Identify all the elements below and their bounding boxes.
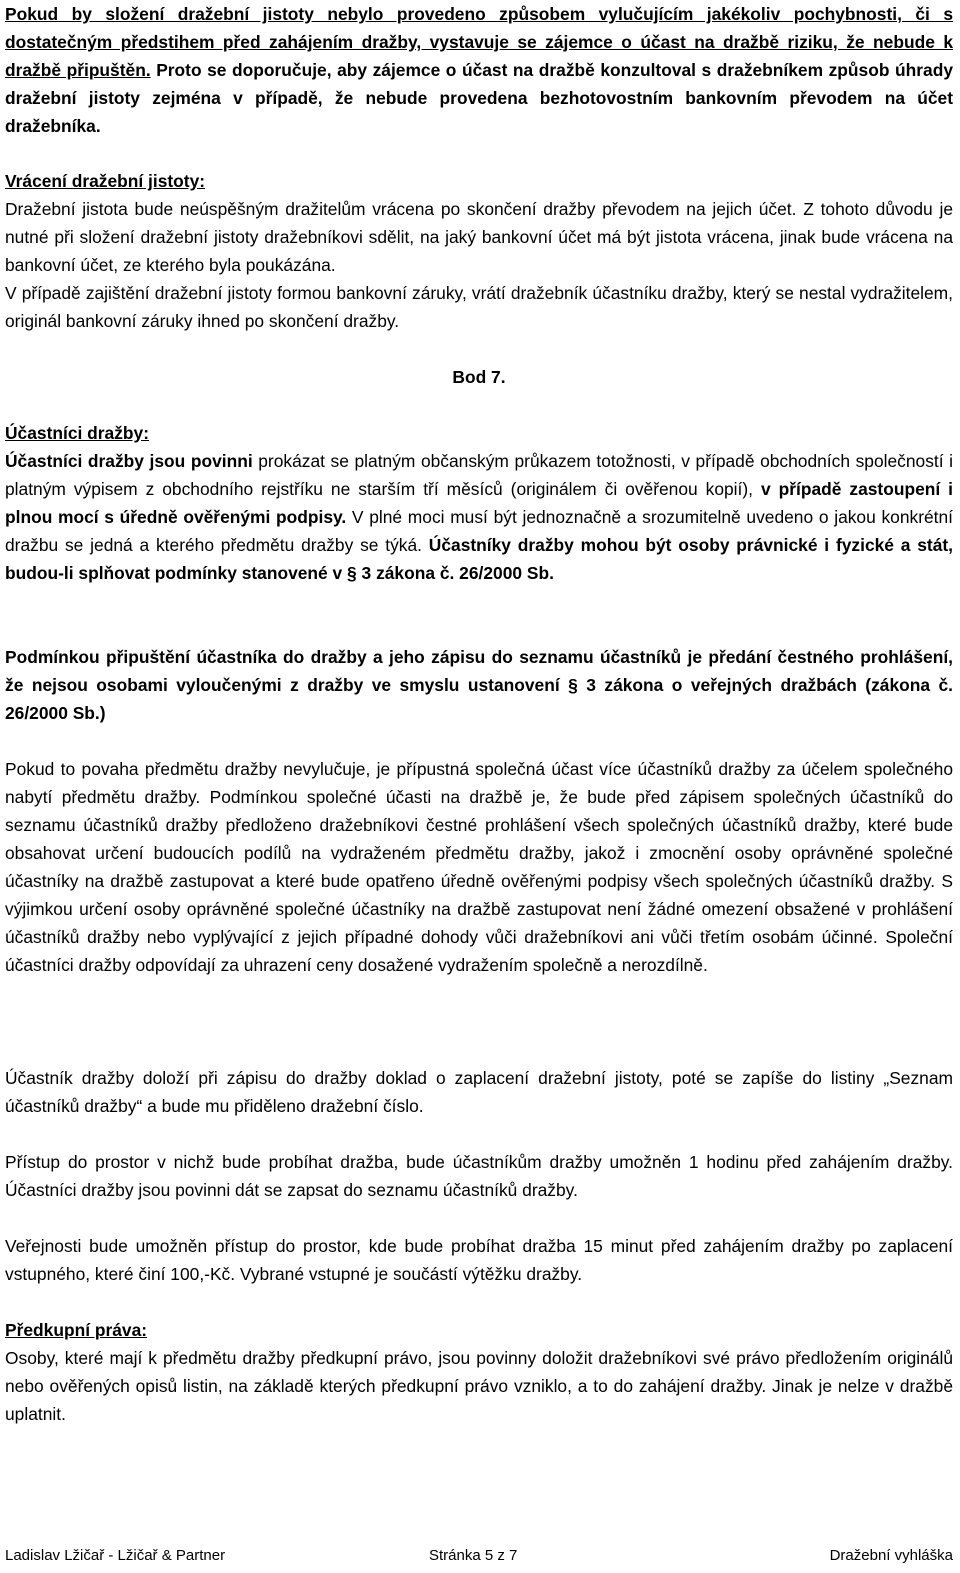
- preemption-section: [5, 1316, 953, 1428]
- auction-deposit-warning: [5, 0, 953, 140]
- admission-condition-paragraph: [5, 643, 953, 727]
- power-of-attorney-text: v případě zastoupení i plnou mocí s úředně ověřenými podpisy.: [5, 479, 954, 527]
- deposit-recommendation-text: Proto se doporučuje, aby zájemce o účast na dražbě konzultoval s dražebníkem způsob úhrady dražební jistoty zejména v případě, že nebude provedena bezhotovostním bankovním převodem na účet dražebníka.: [5, 60, 953, 136]
- preemption-heading: Předkupní práva:: [5, 1320, 148, 1340]
- bank-guarantee-paragraph: V případě zajištění dražební jistoty formou bankovní záruky, vrátí dražebník účastníku dražby, který se nestal vydražitelem, originál bankovní záruky ihned po skončení dražby.: [5, 283, 953, 331]
- participant-eligibility-text: Účastníky dražby mohou být osoby právnické i fyzické a stát, budou-li splňovat podmínky stanovené v § 3 zákona č. 26/2000 Sb.: [5, 535, 953, 583]
- section-number: Bod 7.: [452, 367, 506, 387]
- admission-condition-text: Podmínkou připuštění účastníka do dražby a jeho zápisu do seznamu účastníků je předání čestného prohlášení, že nejsou osobami vyloučenými z dražby ve smyslu ustanovení § 3 zákona o veřejných dražbách (zákona č. 26/2000 Sb.): [5, 647, 953, 723]
- participants-section: [5, 419, 953, 587]
- access-text: Přístup do prostor v nichž bude probíhat dražba, bude účastníkům dražby umožněn 1 hodinu před zahájením dražby. Účastníci dražby jsou povinni dát se zapsat do seznamu účastníků dražby.: [5, 1152, 953, 1200]
- deposit-proof-text: Účastník dražby doloží při zápisu do dražby doklad o zaplacení dražební jistoty, poté se zapíše do listiny „Seznam účastníků dražby“ a bude mu přiděleno dražební číslo.: [5, 1068, 953, 1116]
- footer-document-title: Dražební vyhláška: [829, 1547, 953, 1564]
- power-of-attorney-detail: V plné moci musí být jednoznačně a srozumitelně uvedeno o jakou konkrétní dražbu se jedná a kterého předmětu dražby se týká.: [5, 507, 953, 555]
- participants-duty-text: Účastníci dražby jsou povinni: [5, 451, 253, 471]
- footer-author: Ladislav Lžičař - Lžičař & Partner: [5, 1547, 226, 1564]
- public-access-paragraph: [5, 1232, 953, 1288]
- deposit-return-section: [5, 167, 953, 335]
- page-footer: [5, 1547, 953, 1569]
- footer-page-number: Stránka 5 z 7: [429, 1547, 518, 1564]
- public-access-text: Veřejnosti bude umožněn přístup do prostor, kde bude probíhat dražba 15 minut před zahájením dražby po zaplacení vstupného, které činí 100,-Kč. Vybrané vstupné je součástí výtěžku dražby.: [5, 1236, 953, 1284]
- participants-heading: Účastníci dražby:: [5, 423, 149, 443]
- joint-participation-paragraph: [5, 755, 953, 979]
- participants-paragraph: [5, 447, 953, 587]
- deposit-return-heading: Vrácení dražební jistoty:: [5, 171, 206, 191]
- joint-participation-text: Pokud to povaha předmětu dražby nevylučuje, je přípustná společná účast více účastníků dražby za účelem společného nabytí předmětu dražby. Podmínkou společné účasti na dražbě je, že bude před zápisem společných účastníků do seznamu účastníků dražby předloženo dražebníkovi čestné prohlášení všech společných účastníků dražby, které bude obsahovat určení budoucích podílů na vydraženém předmětu dražby, jakož i zmocnění osoby oprávněné společné účastníky na dražbě zastupovat a které bude opatřeno úředně ověřenými podpisy všech společných účastníků dražby. S výjimkou určení osoby oprávněné společné účastníky na dražbě zastupovat není žádné omezení obsažené v prohlášení účastníků dražby nebo vyplývající z jejich případné dohody vůči dražebníkovi ani vůči třetím osobám účinné. Společní účastníci dražby odpovídají za uhrazení ceny dosažené vydražením společně a nerozdílně.: [5, 759, 953, 975]
- preemption-text: Osoby, které mají k předmětu dražby předkupní právo, jsou povinny doložit dražebníkovi své právo předložením originálů nebo ověřených opisů listin, na základě kterých předkupní právo vzniklo, a to do zahájení dražby. Jinak je nelze v dražbě uplatnit.: [5, 1348, 953, 1424]
- deposit-proof-paragraph: [5, 1064, 953, 1120]
- participants-identity-text: prokázat se platným občanským průkazem totožnosti, v případě obchodních společností i platným výpisem z obchodního rejstříku ne starším tří měsíců (originálem či ověřenou kopií),: [5, 451, 953, 499]
- deposit-return-paragraph: Dražební jistota bude neúspěšným dražitelům vrácena po skončení dražby převodem na jejich účet. Z tohoto důvodu je nutné při složení dražební jistoty dražebníkovi sdělit, na jaký bankovní účet má být jistota vrácena, jinak bude vrácena na bankovní účet, ze kterého byla poukázána.: [5, 199, 953, 275]
- deposit-risk-text: Pokud by složení dražební jistoty nebylo provedeno způsobem vylučujícím jakékoliv pochybnosti, či s dostatečným předstihem před zahájením dražby, vystavuje se zájemce o účast na dražbě riziku, že nebude k dražbě připuštěn.: [5, 4, 953, 80]
- access-paragraph: [5, 1148, 953, 1204]
